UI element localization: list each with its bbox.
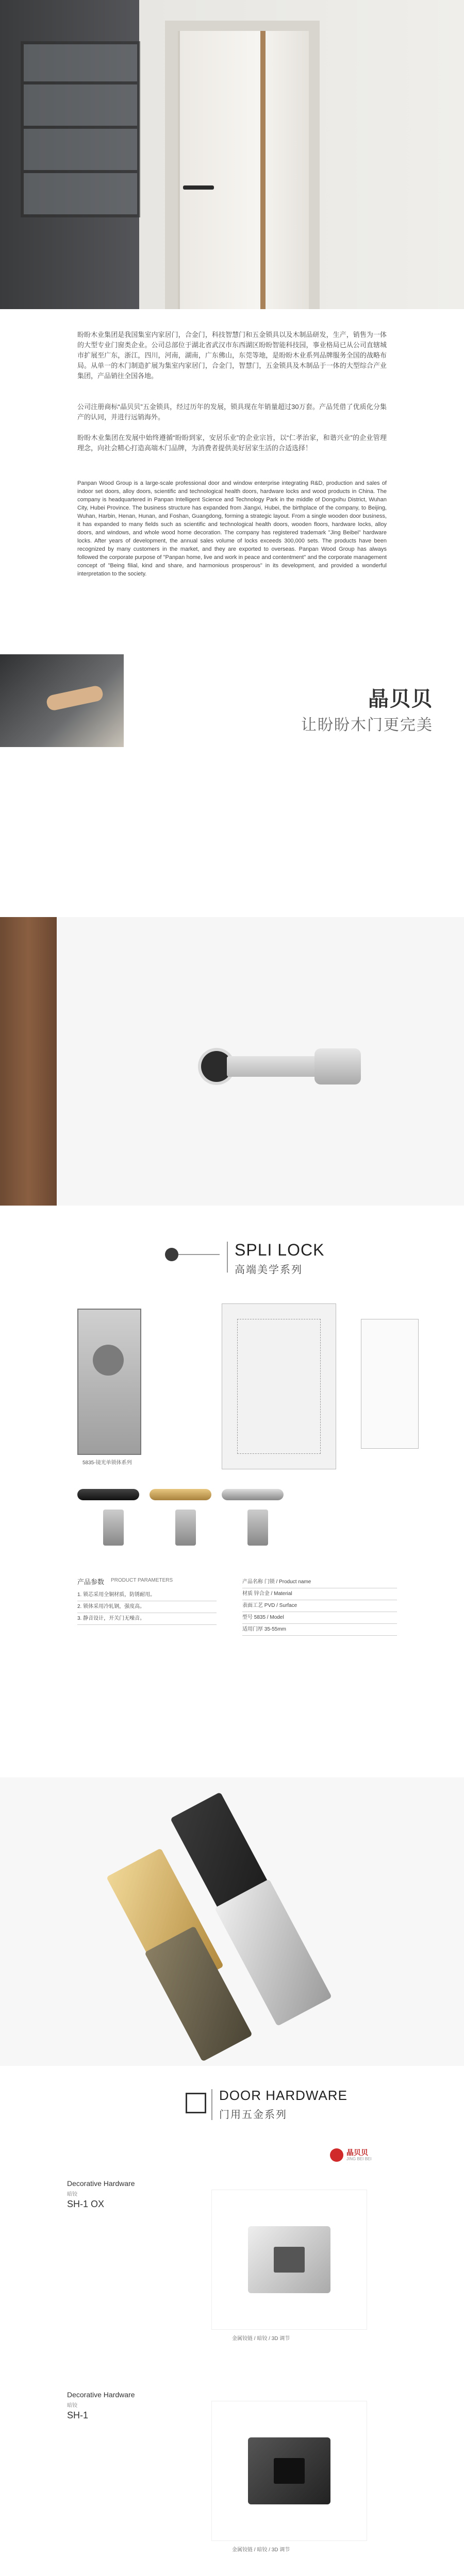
- slogan-subtitle: 让盼盼木门更完美: [301, 717, 433, 734]
- product-caption: 金属铰链 / 暗铰 / 3D 调节: [232, 2547, 290, 2553]
- spec-row: 型号 5835 / Model: [242, 1612, 397, 1624]
- hinge-photo: [0, 1777, 464, 2066]
- key-line: [178, 1254, 220, 1255]
- lock-side-drawing: [361, 1319, 419, 1449]
- product-image-1: [211, 2190, 367, 2330]
- cylinder-gold: [150, 1489, 211, 1500]
- spec-row: 产品名称 门锁 / Product name: [242, 1577, 397, 1588]
- cylinder-keys-3: [247, 1510, 268, 1546]
- product-image-2: [211, 2401, 367, 2541]
- drawing-outline: [237, 1319, 321, 1454]
- slogan-title: 晶贝贝: [368, 688, 433, 710]
- door-leaf: [178, 31, 309, 309]
- intro-paragraph-cn-1: 盼盼木业集团是我国集室内家居门，合金门，科技智慧门和五金锁具以及木制品研发，生产，销售为一体的大型专业门窗类企业。公司总部位于湖北省武汉市东西湖区盼盼智能科技园，事业格局已从公司直辖城市扩展至广东，浙江，四川，河南，湖南，广东佛山，东莞等地，是盼盼木业系列品牌服务全国的战略布局。从单一的木门制造扩展为集室内家居门，合金门，智慧门，五金锁具及木制品于一体的大型综合产业集团，产品销往全国各地。: [77, 331, 387, 380]
- wood-door-edge: [0, 917, 57, 1206]
- key-icon: [165, 1248, 178, 1261]
- intro-paragraph-cn-2: 公司注册商标“晶贝贝”五金锁具，经过历年的发展，锁具现在年销量超过30万套。产品凭借了优质化分集产的认同，并进行远销海外。: [77, 403, 387, 421]
- slogan-photo: [0, 654, 124, 747]
- intro-paragraph-cn-3: 盼盼木业集团在发展中始终遵循“盼盼到家，安居乐业”的企业宗旨，以“仁孝治家，和谐兴业”的企业管理理念，向社会精心打造高端木门品牌，为消费者提供美好居家生活的合适选择！: [77, 434, 387, 452]
- product-label: Decorative Hardware: [67, 2391, 135, 2399]
- hardware-series-subtitle: 门用五金系列: [219, 2109, 287, 2121]
- lock-series-title: SPLI LOCK: [235, 1241, 325, 1259]
- spec-row: 适用门厚 35-55mm: [242, 1624, 397, 1636]
- spec-row: 表面工艺 PVD / Surface: [242, 1600, 397, 1612]
- series-divider: [211, 2089, 212, 2120]
- lock-caption: 5835-镜光单锁体系列: [82, 1460, 132, 1466]
- door-accent-strip: [260, 31, 266, 309]
- spec-note: 1. 锁芯采用全铜材质，防锈耐用。: [77, 1589, 217, 1601]
- brand-logo-text: 晶贝贝: [346, 2148, 368, 2157]
- brand-logo-sub: JING BEI BEI: [346, 2157, 372, 2161]
- slogan-section: [0, 654, 464, 747]
- hero-banner: [0, 0, 464, 309]
- door-handle: [183, 185, 214, 190]
- hinge-mechanism: [274, 2247, 305, 2273]
- spec-row: 材质 锌合金 / Material: [242, 1588, 397, 1600]
- spec-title-en: PRODUCT PARAMETERS: [111, 1578, 173, 1583]
- window-graphic: [21, 41, 140, 217]
- cylinder-silver: [222, 1489, 284, 1500]
- hinge-mechanism: [274, 2458, 305, 2484]
- cylinder-black: [77, 1489, 139, 1500]
- hardware-series-title: DOOR HARDWARE: [219, 2088, 347, 2103]
- brand-logo-icon: [330, 2148, 343, 2162]
- spec-note: 3. 静音设计，开关门无噪音。: [77, 1613, 217, 1625]
- spec-notes: [77, 1589, 217, 1625]
- product-label: Decorative Hardware: [67, 2179, 135, 2188]
- lock-body-hub: [93, 1345, 124, 1376]
- hinge-icon: [186, 2093, 206, 2113]
- product-label-cn: 暗铰: [67, 2192, 77, 2197]
- lock-body-front: [77, 1309, 141, 1455]
- spec-title: 产品参数: [77, 1578, 105, 1586]
- product-caption: 金属铰链 / 暗铰 / 3D 调节: [232, 2336, 290, 2342]
- product-label-cn: 暗铰: [67, 2403, 77, 2409]
- series-divider: [227, 1242, 228, 1273]
- intro-paragraph-en: Panpan Wood Group is a large-scale professional door and window enterprise integrating R&D, production and sales of indoor set doors, alloy doors, scientific and technological health doors, hardware locks and wood products in China. The company is headquartered in Panpan Intelligent Science and Technology Park in the middle of Dongxihu District, Wuhan City, Hubei Province. The business structure has expanded from Jiangxi, Hubei, the birthplace of the company, to Beijing, Wuhan, Harbin, Henan, Hunan, and Foshan, Guangdong, forming a strategic layout. From a single wooden door business, it has expanded to many fields such as scientific and technological health doors, wooden floors, hardware locks, alloy doors, and windows, and whole wood home decoration. The company has registered trademark "Jing Beibei" hardware locks. After years of development, the annual sales volume of locks exceeds 300,000 sets. The products have been recognized by many customers in the market, and they are exported to overseas. Panpan Wood Group has always followed the corporate purpose of "Panpan home, live and work in peace and contentment" and the corporate management concept of "Being filial, kind and share, and harmonious prosperous" in its development, and provided a wonderful interpretation to the society.: [77, 480, 387, 577]
- product-model: SH-1: [67, 2410, 89, 2420]
- product-model: SH-1 OX: [67, 2199, 105, 2209]
- lock-series-subtitle: 高端美学系列: [235, 1264, 303, 1276]
- key-head: [314, 1048, 361, 1084]
- spec-table: [242, 1577, 397, 1636]
- lock-photo: [0, 917, 464, 1206]
- cylinder-keys-1: [103, 1510, 124, 1546]
- spec-note: 2. 锁体采用冷轧钢，强度高。: [77, 1601, 217, 1613]
- cylinder-keys-2: [175, 1510, 196, 1546]
